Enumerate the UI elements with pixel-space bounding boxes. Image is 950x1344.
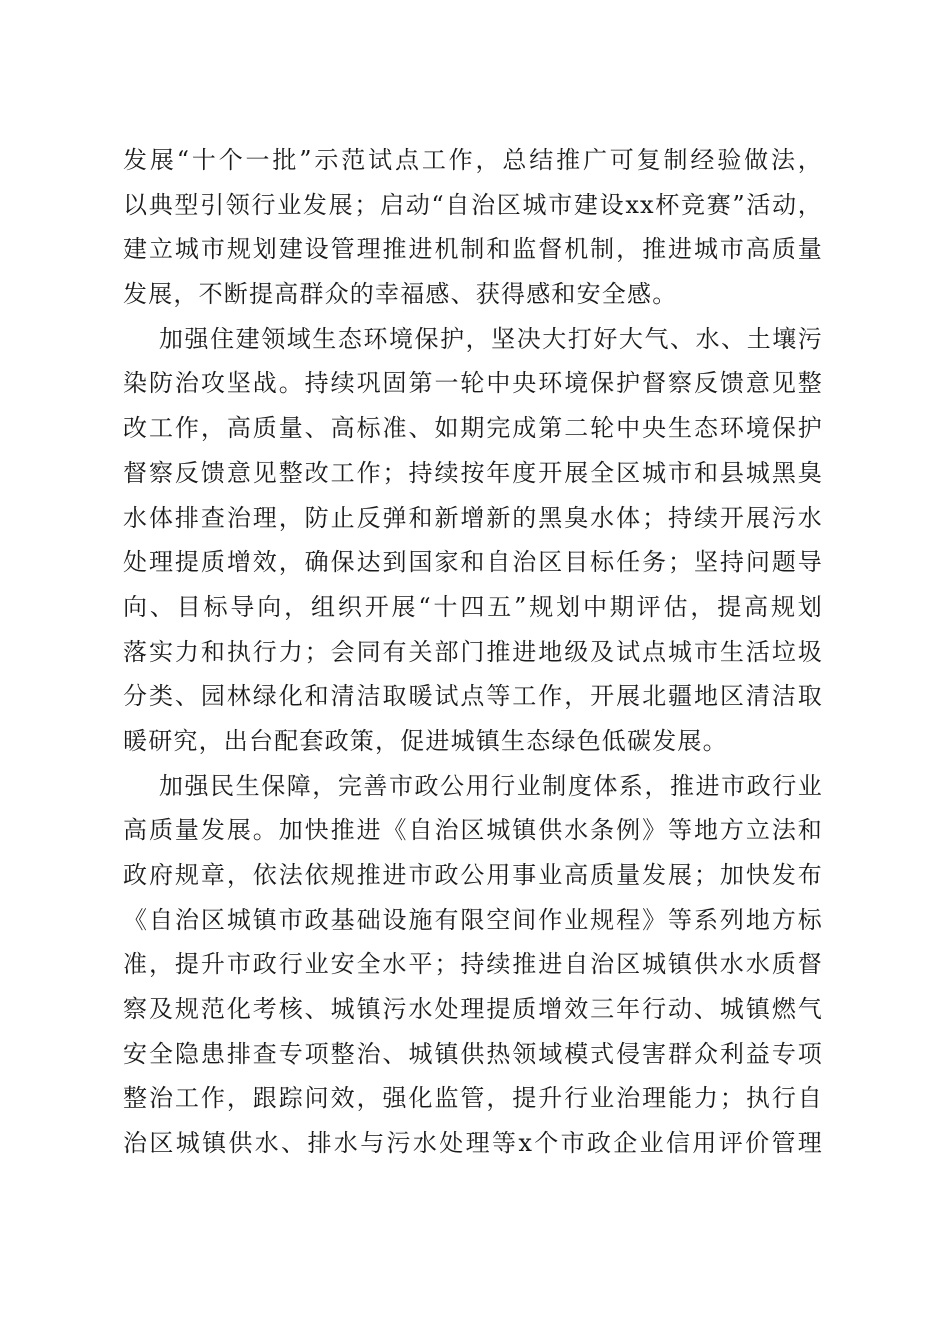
text-line: 政府规章，依法依规推进市政公用事业高质量发展；加快发布 [123, 861, 823, 889]
text-line: 发展“十个一批”示范试点工作，总结推广可复制经验做法， [123, 146, 823, 174]
text-line: 督察反馈意见整改工作；持续按年度开展全区城市和县城黑臭 [123, 458, 823, 487]
paragraph-2 [123, 317, 823, 764]
text-line: 高质量发展。加快推进《自治区城镇供水条例》等地方立法和 [123, 816, 823, 845]
text-line: 向、目标导向，组织开展“十四五”规划中期评估，提高规划 [123, 592, 823, 621]
text-line: 落实力和执行力；会同有关部门推进地级及试点城市生活垃圾 [123, 637, 823, 666]
text-line: 改工作，高质量、高标准、如期完成第二轮中央生态环境保护 [123, 414, 823, 443]
text-line: 安全隐患排查专项整治、城镇供热领域模式侵害群众利益专项 [123, 1039, 823, 1068]
text-line: 整治工作，跟踪问效，强化监管，提升行业治理能力；执行自 [123, 1084, 823, 1113]
text-line: 暖研究，出台配套政策，促进城镇生态绿色低碳发展。 [123, 726, 728, 755]
text-line: 察及规范化考核、城镇污水处理提质增效三年行动、城镇燃气 [123, 995, 823, 1024]
text-line: 治区城镇供水、排水与污水处理等x个市政企业信用评价管理 [123, 1129, 823, 1158]
text-line: 染防治攻坚战。持续巩固第一轮中央环境保护督察反馈意见整 [123, 369, 823, 398]
text-line: 准，提升市政行业安全水平；持续推进自治区城镇供水水质督 [123, 950, 823, 979]
text-line: 以典型引领行业发展；启动“自治区城市建设xx杯竞赛”活动， [123, 190, 823, 219]
paragraph-3 [123, 764, 823, 1166]
text-line: 加强住建领域生态环境保护，坚决大打好大气、水、土壤污 [159, 324, 823, 353]
text-line: 《自治区城镇市政基础设施有限空间作业规程》等系列地方标 [123, 905, 823, 934]
paragraph-1 [123, 138, 823, 317]
text-line: 处理提质增效，确保达到国家和自治区目标任务；坚持问题导 [123, 548, 823, 577]
text-line: 发展，不断提高群众的幸福感、获得感和安全感。 [123, 280, 678, 309]
text-line: 建立城市规划建设管理推进机制和监督机制，推进城市高质量 [123, 235, 823, 264]
text-line: 分类、园林绿化和清洁取暖试点等工作，开展北疆地区清洁取 [123, 682, 823, 711]
text-line: 加强民生保障，完善市政公用行业制度体系，推进市政行业 [159, 771, 823, 800]
document-body [123, 138, 823, 1166]
text-line: 水体排查治理，防止反弹和新增新的黑臭水体；持续开展污水 [123, 503, 823, 532]
